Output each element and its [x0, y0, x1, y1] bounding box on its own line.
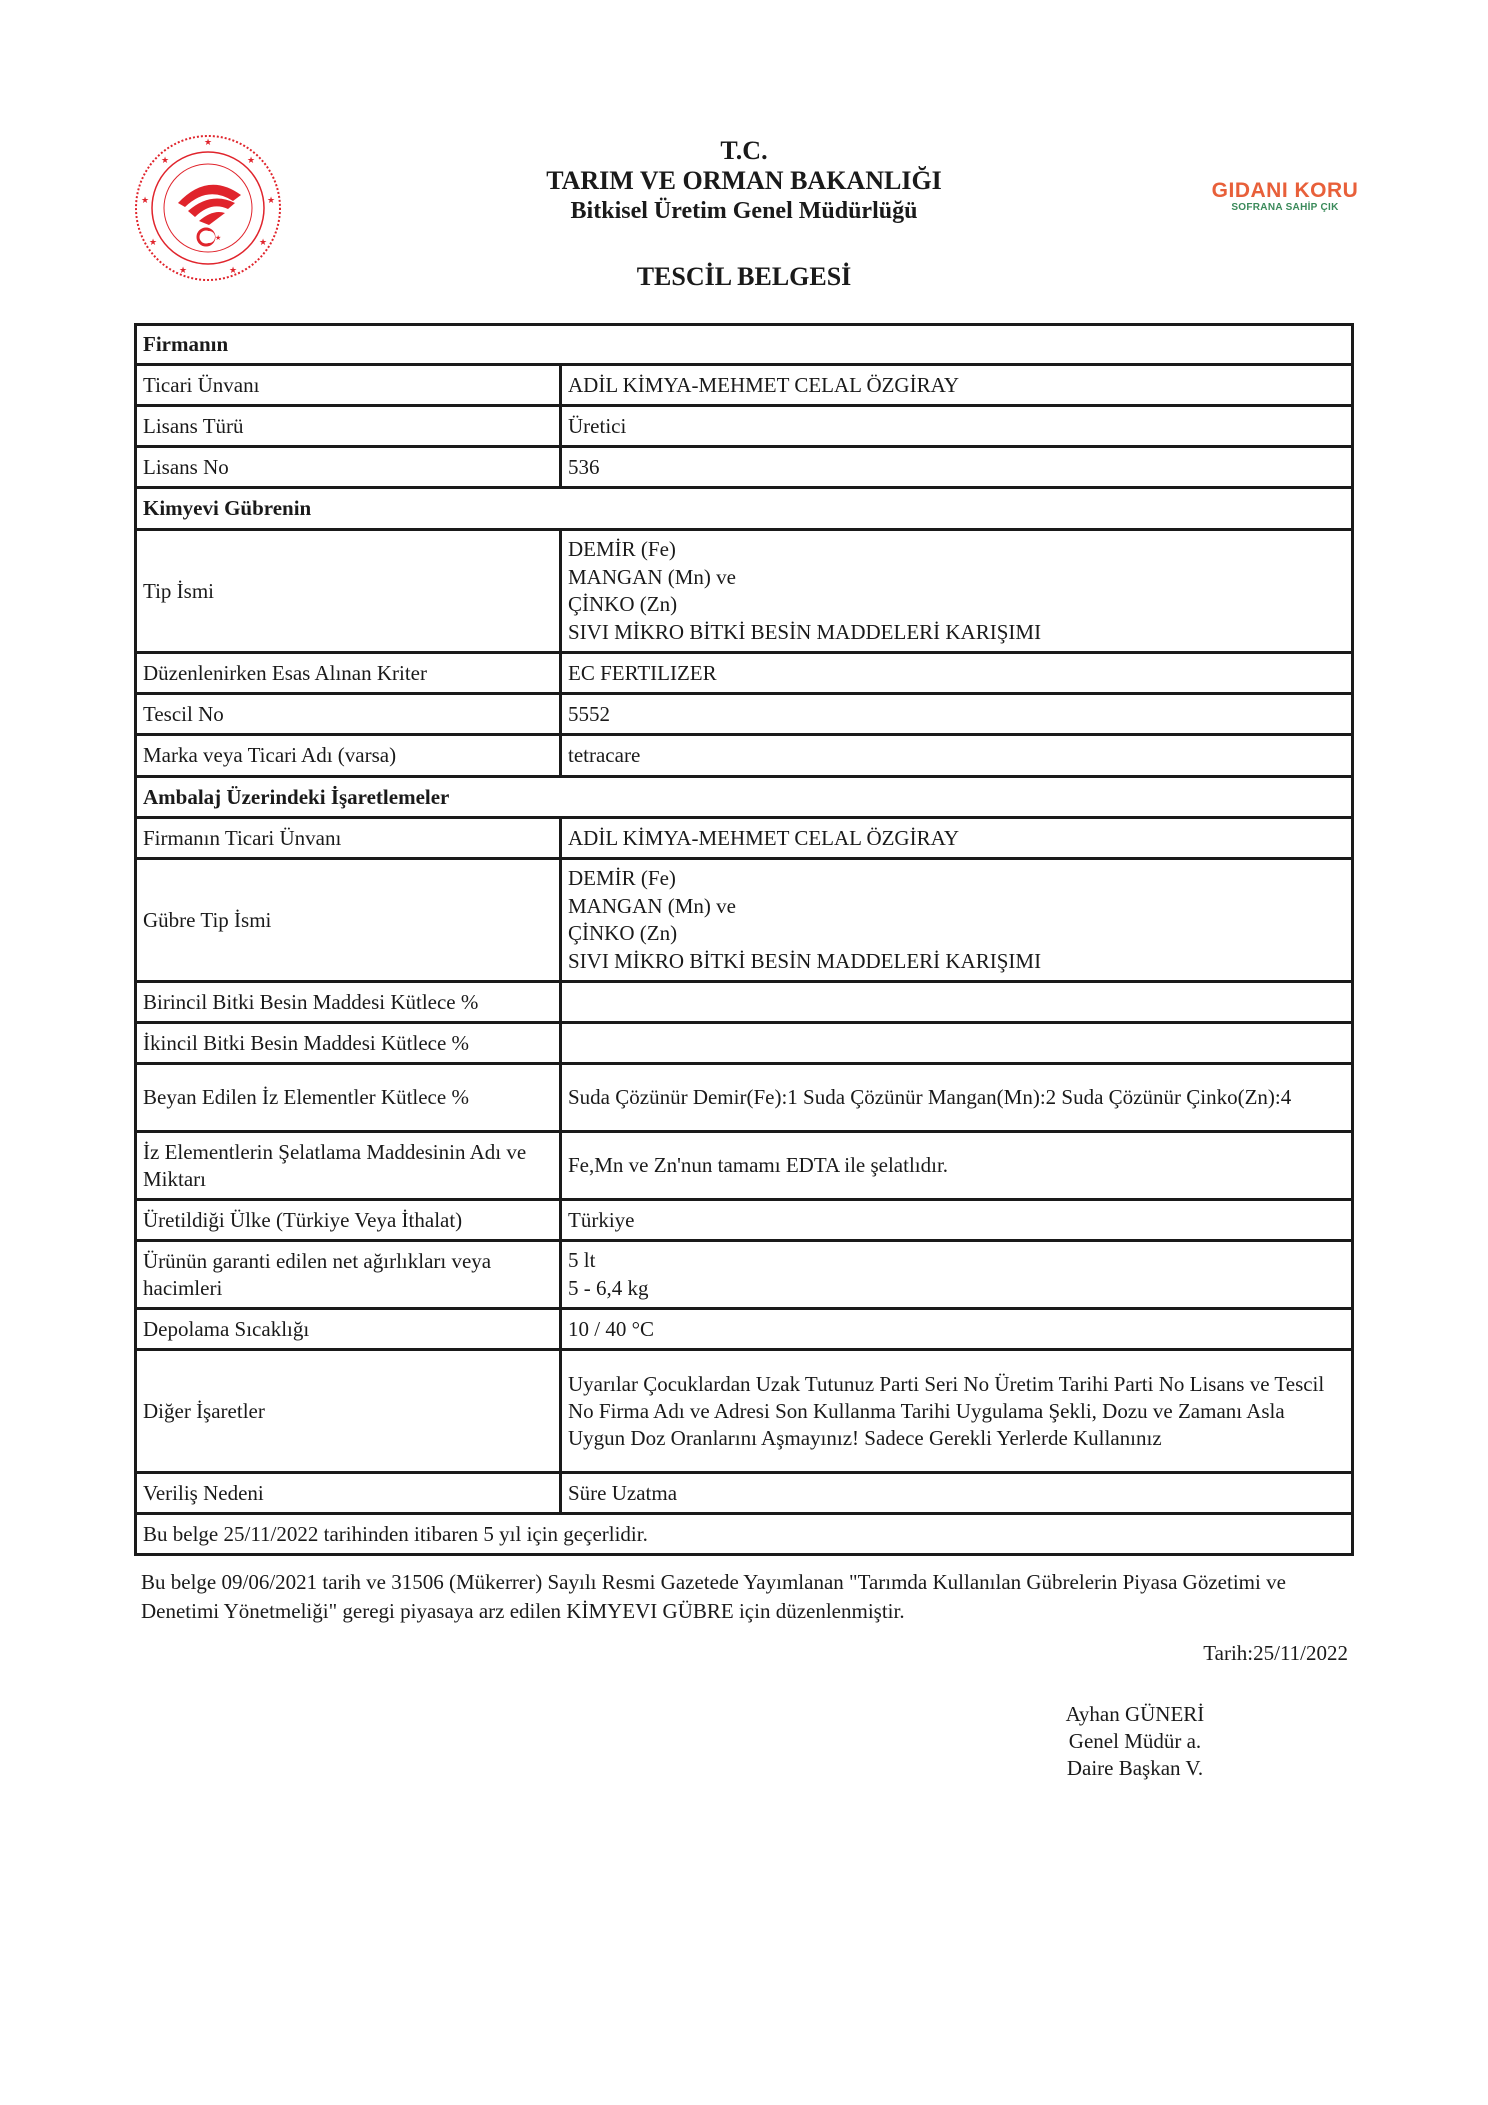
signatory-title: Daire Başkan V.	[1066, 1756, 1204, 1780]
row-label: Ürünün garanti edilen net ağırlıkları veya hacimleri	[136, 1241, 561, 1309]
row-value: tetracare	[561, 735, 1353, 777]
row-label: Depolama Sıcaklığı	[136, 1309, 561, 1350]
row-value: ADİL KİMYA-MEHMET CELAL ÖZGİRAY	[561, 818, 1353, 859]
table-row	[136, 1132, 1353, 1200]
table-row	[136, 447, 1353, 488]
row-value: ADİL KİMYA-MEHMET CELAL ÖZGİRAY	[561, 365, 1353, 406]
svg-text:★: ★	[203, 138, 213, 148]
table-row	[136, 1309, 1353, 1350]
header-directorate: Bitkisel Üretim Genel Müdürlüğü	[570, 198, 918, 224]
svg-text:★: ★	[258, 238, 268, 248]
value-line: ÇİNKO (Zn)	[568, 921, 678, 945]
table-row	[136, 1064, 1353, 1132]
svg-text:★: ★	[228, 266, 238, 276]
table-row	[136, 735, 1353, 777]
row-value	[561, 982, 1353, 1023]
signatory-title: Genel Müdür a.	[1068, 1729, 1202, 1753]
row-value: Süre Uzatma	[561, 1473, 1353, 1514]
row-label: Lisans Türü	[136, 406, 561, 447]
svg-text:★: ★	[178, 266, 188, 276]
row-value	[561, 859, 1353, 982]
svg-text:★: ★	[160, 156, 170, 166]
brand-slogan: SOFRANA SAHİP ÇIK	[1231, 202, 1339, 213]
value-line: SIVI MİKRO BİTKİ BESİN MADDELERİ KARIŞIMI	[568, 619, 1042, 644]
svg-text:★: ★	[215, 234, 222, 242]
table-row	[136, 1241, 1353, 1309]
table-row	[136, 653, 1353, 694]
certificate-table	[134, 323, 1354, 1556]
row-value: Suda Çözünür Demir(Fe):1 Suda Çözünür Mangan(Mn):2 Suda Çözünür Çinko(Zn):4	[561, 1064, 1353, 1132]
value-line: SIVI MİKRO BİTKİ BESİN MADDELERİ KARIŞIMI	[568, 948, 1042, 973]
row-value: 5552	[561, 694, 1353, 735]
row-label: Veriliş Nedeni	[136, 1473, 561, 1514]
value-line: 5 lt	[568, 1248, 596, 1272]
row-label: Beyan Edilen İz Elementler Kütlece %	[136, 1064, 561, 1132]
row-value	[561, 1241, 1353, 1309]
table-row	[136, 859, 1353, 982]
section-firm: Firmanın	[136, 325, 1353, 365]
svg-text:★: ★	[148, 238, 158, 248]
row-label: İkincil Bitki Besin Maddesi Kütlece %	[136, 1023, 561, 1064]
table-row	[136, 1350, 1353, 1473]
ministry-seal-icon	[133, 133, 283, 283]
header-ministry: TARIM VE ORMAN BAKANLIĞI	[546, 166, 942, 195]
row-value	[561, 530, 1353, 653]
value-line: DEMİR (Fe)	[568, 866, 676, 890]
value-line: MANGAN (Mn) ve	[568, 564, 736, 589]
row-value: 10 / 40 °C	[561, 1309, 1353, 1350]
value-line: MANGAN (Mn) ve	[568, 893, 736, 918]
table-row	[136, 1200, 1353, 1241]
table-row	[136, 530, 1353, 653]
row-label: Marka veya Ticari Adı (varsa)	[136, 735, 561, 777]
issue-date: Tarih:25/11/2022	[1203, 1641, 1348, 1665]
section-row	[136, 488, 1353, 530]
table-row	[136, 365, 1353, 406]
validity-row	[136, 1514, 1353, 1555]
row-value	[561, 1023, 1353, 1064]
section-row	[136, 777, 1353, 818]
document-title: TESCİL BELGESİ	[636, 262, 852, 291]
section-row	[136, 325, 1353, 365]
header-tc: T.C.	[720, 136, 768, 165]
gidani-koru-logo	[1205, 180, 1365, 214]
value-line: DEMİR (Fe)	[568, 537, 676, 561]
svg-text:★: ★	[246, 156, 256, 166]
row-label: Firmanın Ticari Ünvanı	[136, 818, 561, 859]
svg-text:★: ★	[266, 196, 276, 206]
row-label: Tip İsmi	[136, 530, 561, 653]
table-row	[136, 406, 1353, 447]
row-label: İz Elementlerin Şelatlama Maddesinin Adı ve Miktarı	[136, 1132, 561, 1200]
table-row	[136, 1473, 1353, 1514]
table-row	[136, 982, 1353, 1023]
section-packaging: Ambalaj Üzerindeki İşaretlemeler	[136, 777, 1353, 818]
table-row	[136, 818, 1353, 859]
row-label: Diğer İşaretler	[136, 1350, 561, 1473]
value-line: 5 - 6,4 kg	[568, 1275, 649, 1300]
row-label: Birincil Bitki Besin Maddesi Kütlece %	[136, 982, 561, 1023]
value-line: ÇİNKO (Zn)	[568, 592, 678, 616]
row-label: Üretildiği Ülke (Türkiye Veya İthalat)	[136, 1200, 561, 1241]
row-value: EC FERTILIZER	[561, 653, 1353, 694]
section-fertilizer: Kimyevi Gübrenin	[136, 488, 1353, 530]
signatory-name: Ayhan GÜNERİ	[1065, 1702, 1205, 1726]
validity-text: Bu belge 25/11/2022 tarihinden itibaren 5 yıl için geçerlidir.	[136, 1514, 1353, 1555]
row-label: Düzenlenirken Esas Alınan Kriter	[136, 653, 561, 694]
brand-name: GIDANI KORU	[1211, 179, 1359, 202]
table-row	[136, 694, 1353, 735]
row-label: Tescil No	[136, 694, 561, 735]
row-label: Ticari Ünvanı	[136, 365, 561, 406]
row-value: Fe,Mn ve Zn'nun tamamı EDTA ile şelatlıdır.	[561, 1132, 1353, 1200]
row-label: Lisans No	[136, 447, 561, 488]
table-row	[136, 1023, 1353, 1064]
row-value: Uyarılar Çocuklardan Uzak Tutunuz Parti Seri No Üretim Tarihi Parti No Lisans ve Tescil No Firma Adı ve Adresi Son Kullanma Tarihi Uygulama Şekli, Dozu ve Zamanı Asla Uygun Doz Oranlarını Aşmayınız! Sadece Gerekli Yerlerde Kullanınız	[561, 1350, 1353, 1473]
signature-block	[1020, 1701, 1250, 1782]
row-value: Türkiye	[561, 1200, 1353, 1241]
row-label: Gübre Tip İsmi	[136, 859, 561, 982]
row-value: 536	[561, 447, 1353, 488]
svg-text:★: ★	[140, 196, 150, 206]
legal-footnote: Bu belge 09/06/2021 tarih ve 31506 (Mükerrer) Sayılı Resmi Gazetede Yayımlanan "Tarımda Kullanılan Gübrelerin Piyasa Gözetimi ve Denetimi Yönetmeliği" geregi piyasaya arz edilen KİMYEVI GÜBRE için düzenlenmiştir.	[141, 1570, 1286, 1623]
row-value: Üretici	[561, 406, 1353, 447]
